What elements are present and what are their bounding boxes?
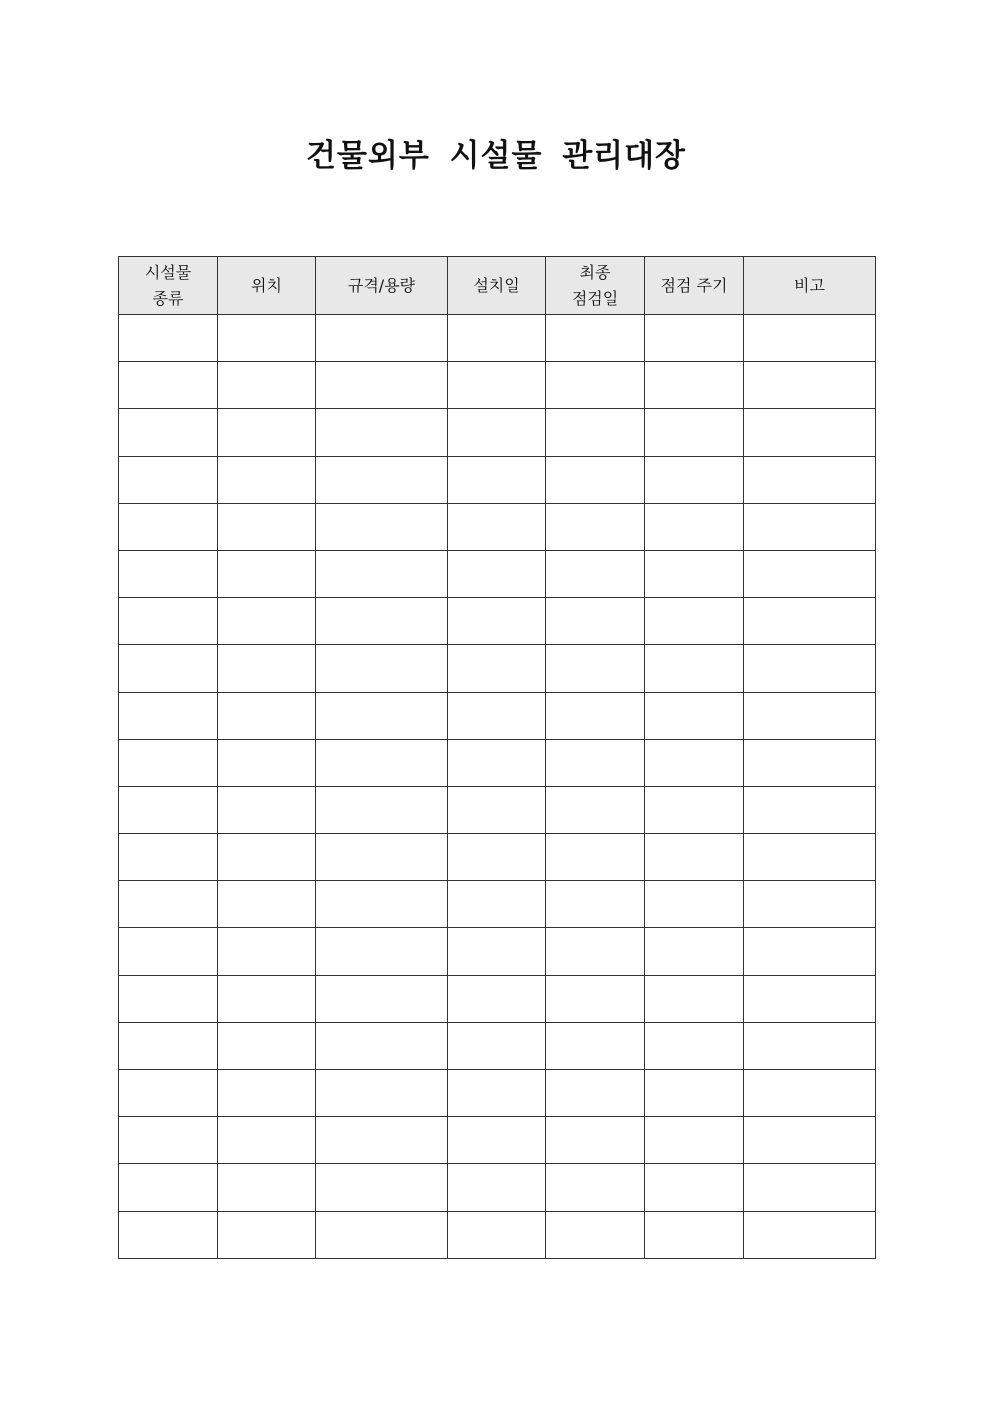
cell-last-inspection-date[interactable] — [546, 692, 645, 739]
cell-location[interactable] — [218, 786, 316, 833]
cell-facility-type[interactable] — [119, 1022, 218, 1069]
cell-location[interactable] — [218, 362, 316, 409]
cell-facility-type[interactable] — [119, 881, 218, 928]
cell-spec-capacity[interactable] — [316, 881, 448, 928]
cell-remarks[interactable] — [744, 550, 876, 597]
cell-facility-type[interactable] — [119, 834, 218, 881]
cell-remarks[interactable] — [744, 362, 876, 409]
cell-inspection-cycle[interactable] — [645, 1022, 744, 1069]
cell-install-date[interactable] — [448, 598, 546, 645]
cell-inspection-cycle[interactable] — [645, 315, 744, 362]
cell-spec-capacity[interactable] — [316, 315, 448, 362]
cell-last-inspection-date[interactable] — [546, 881, 645, 928]
cell-install-date[interactable] — [448, 1164, 546, 1211]
cell-install-date[interactable] — [448, 456, 546, 503]
cell-remarks[interactable] — [744, 739, 876, 786]
cell-location[interactable] — [218, 409, 316, 456]
cell-remarks[interactable] — [744, 975, 876, 1022]
cell-last-inspection-date[interactable] — [546, 362, 645, 409]
table-row — [119, 1022, 876, 1069]
cell-spec-capacity[interactable] — [316, 739, 448, 786]
cell-install-date[interactable] — [448, 692, 546, 739]
table-row — [119, 409, 876, 456]
cell-inspection-cycle[interactable] — [645, 409, 744, 456]
cell-inspection-cycle[interactable] — [645, 550, 744, 597]
cell-remarks[interactable] — [744, 456, 876, 503]
cell-remarks[interactable] — [744, 1211, 876, 1258]
page-title: 건물외부 시설물 관리대장 — [306, 138, 686, 174]
cell-last-inspection-date[interactable] — [546, 598, 645, 645]
cell-location[interactable] — [218, 881, 316, 928]
table-row — [119, 881, 876, 928]
table-row — [119, 975, 876, 1022]
cell-inspection-cycle[interactable] — [645, 503, 744, 550]
cell-location[interactable] — [218, 1070, 316, 1117]
cell-location[interactable] — [218, 1164, 316, 1211]
header-inspection-cycle: 점검 주기 — [645, 257, 744, 315]
cell-facility-type[interactable] — [119, 739, 218, 786]
table-row — [119, 739, 876, 786]
cell-remarks[interactable] — [744, 692, 876, 739]
header-install-date: 설치일 — [448, 257, 546, 315]
cell-location[interactable] — [218, 598, 316, 645]
cell-spec-capacity[interactable] — [316, 834, 448, 881]
table-row — [119, 456, 876, 503]
cell-facility-type[interactable] — [119, 975, 218, 1022]
cell-install-date[interactable] — [448, 1022, 546, 1069]
table-row — [119, 503, 876, 550]
cell-spec-capacity[interactable] — [316, 1164, 448, 1211]
header-facility-type: 시설물 종류 — [119, 257, 218, 315]
cell-remarks[interactable] — [744, 1022, 876, 1069]
header-row — [119, 257, 876, 315]
cell-inspection-cycle[interactable] — [645, 786, 744, 833]
header-remarks: 비고 — [744, 257, 876, 315]
cell-install-date[interactable] — [448, 409, 546, 456]
cell-facility-type[interactable] — [119, 550, 218, 597]
cell-location[interactable] — [218, 645, 316, 692]
cell-last-inspection-date[interactable] — [546, 739, 645, 786]
table-row — [119, 1164, 876, 1211]
cell-last-inspection-date[interactable] — [546, 1022, 645, 1069]
cell-remarks[interactable] — [744, 503, 876, 550]
cell-inspection-cycle[interactable] — [645, 1211, 744, 1258]
cell-remarks[interactable] — [744, 1117, 876, 1164]
header-location: 위치 — [218, 257, 316, 315]
cell-location[interactable] — [218, 1022, 316, 1069]
cell-facility-type[interactable] — [119, 786, 218, 833]
cell-facility-type[interactable] — [119, 362, 218, 409]
cell-last-inspection-date[interactable] — [546, 315, 645, 362]
cell-install-date[interactable] — [448, 739, 546, 786]
table-row — [119, 550, 876, 597]
cell-inspection-cycle[interactable] — [645, 739, 744, 786]
cell-install-date[interactable] — [448, 362, 546, 409]
cell-last-inspection-date[interactable] — [546, 456, 645, 503]
cell-inspection-cycle[interactable] — [645, 928, 744, 975]
cell-inspection-cycle[interactable] — [645, 362, 744, 409]
cell-remarks[interactable] — [744, 786, 876, 833]
cell-remarks[interactable] — [744, 598, 876, 645]
cell-remarks[interactable] — [744, 1164, 876, 1211]
cell-inspection-cycle[interactable] — [645, 975, 744, 1022]
cell-location[interactable] — [218, 692, 316, 739]
table-row — [119, 645, 876, 692]
cell-inspection-cycle[interactable] — [645, 645, 744, 692]
cell-spec-capacity[interactable] — [316, 598, 448, 645]
cell-facility-type[interactable] — [119, 503, 218, 550]
cell-spec-capacity[interactable] — [316, 550, 448, 597]
cell-spec-capacity[interactable] — [316, 692, 448, 739]
cell-facility-type[interactable] — [119, 1070, 218, 1117]
cell-spec-capacity[interactable] — [316, 928, 448, 975]
header-last-inspection-date: 최종 점검일 — [546, 257, 645, 315]
cell-spec-capacity[interactable] — [316, 409, 448, 456]
cell-last-inspection-date[interactable] — [546, 834, 645, 881]
cell-facility-type[interactable] — [119, 409, 218, 456]
cell-last-inspection-date[interactable] — [546, 1211, 645, 1258]
cell-facility-type[interactable] — [119, 928, 218, 975]
table-row — [119, 1211, 876, 1258]
cell-location[interactable] — [218, 550, 316, 597]
cell-spec-capacity[interactable] — [316, 786, 448, 833]
table-row — [119, 834, 876, 881]
cell-last-inspection-date[interactable] — [546, 503, 645, 550]
table-row — [119, 362, 876, 409]
cell-inspection-cycle[interactable] — [645, 1117, 744, 1164]
cell-facility-type[interactable] — [119, 645, 218, 692]
header-spec-capacity: 규격/용량 — [316, 257, 448, 315]
cell-last-inspection-date[interactable] — [546, 1070, 645, 1117]
cell-spec-capacity[interactable] — [316, 1211, 448, 1258]
table-row — [119, 928, 876, 975]
cell-spec-capacity[interactable] — [316, 645, 448, 692]
cell-last-inspection-date[interactable] — [546, 975, 645, 1022]
cell-remarks[interactable] — [744, 1070, 876, 1117]
cell-location[interactable] — [218, 456, 316, 503]
cell-install-date[interactable] — [448, 645, 546, 692]
cell-facility-type[interactable] — [119, 692, 218, 739]
cell-inspection-cycle[interactable] — [645, 598, 744, 645]
cell-last-inspection-date[interactable] — [546, 550, 645, 597]
cell-last-inspection-date[interactable] — [546, 645, 645, 692]
cell-install-date[interactable] — [448, 1070, 546, 1117]
cell-location[interactable] — [218, 503, 316, 550]
cell-install-date[interactable] — [448, 1117, 546, 1164]
table-row — [119, 315, 876, 362]
cell-last-inspection-date[interactable] — [546, 928, 645, 975]
cell-facility-type[interactable] — [119, 1211, 218, 1258]
table-row — [119, 1117, 876, 1164]
cell-location[interactable] — [218, 975, 316, 1022]
cell-install-date[interactable] — [448, 503, 546, 550]
cell-facility-type[interactable] — [119, 456, 218, 503]
cell-install-date[interactable] — [448, 1211, 546, 1258]
facility-register-table — [118, 256, 876, 1259]
cell-remarks[interactable] — [744, 315, 876, 362]
cell-location[interactable] — [218, 315, 316, 362]
cell-location[interactable] — [218, 739, 316, 786]
cell-location[interactable] — [218, 1211, 316, 1258]
cell-facility-type[interactable] — [119, 315, 218, 362]
table-row — [119, 1070, 876, 1117]
cell-install-date[interactable] — [448, 550, 546, 597]
cell-spec-capacity[interactable] — [316, 503, 448, 550]
cell-inspection-cycle[interactable] — [645, 1164, 744, 1211]
table-row — [119, 786, 876, 833]
cell-spec-capacity[interactable] — [316, 1070, 448, 1117]
cell-install-date[interactable] — [448, 834, 546, 881]
cell-remarks[interactable] — [744, 834, 876, 881]
cell-inspection-cycle[interactable] — [645, 1070, 744, 1117]
cell-remarks[interactable] — [744, 928, 876, 975]
cell-inspection-cycle[interactable] — [645, 692, 744, 739]
cell-spec-capacity[interactable] — [316, 456, 448, 503]
cell-remarks[interactable] — [744, 645, 876, 692]
cell-facility-type[interactable] — [119, 1164, 218, 1211]
cell-install-date[interactable] — [448, 315, 546, 362]
cell-last-inspection-date[interactable] — [546, 786, 645, 833]
cell-install-date[interactable] — [448, 881, 546, 928]
cell-remarks[interactable] — [744, 409, 876, 456]
cell-location[interactable] — [218, 1117, 316, 1164]
table-row — [119, 692, 876, 739]
cell-install-date[interactable] — [448, 928, 546, 975]
register-body — [119, 315, 876, 1259]
cell-spec-capacity[interactable] — [316, 975, 448, 1022]
cell-facility-type[interactable] — [119, 598, 218, 645]
cell-last-inspection-date[interactable] — [546, 409, 645, 456]
table-row — [119, 598, 876, 645]
cell-install-date[interactable] — [448, 786, 546, 833]
cell-inspection-cycle[interactable] — [645, 456, 744, 503]
cell-install-date[interactable] — [448, 975, 546, 1022]
cell-location[interactable] — [218, 834, 316, 881]
cell-inspection-cycle[interactable] — [645, 834, 744, 881]
cell-last-inspection-date[interactable] — [546, 1164, 645, 1211]
cell-facility-type[interactable] — [119, 1117, 218, 1164]
cell-spec-capacity[interactable] — [316, 1022, 448, 1069]
cell-location[interactable] — [218, 928, 316, 975]
cell-remarks[interactable] — [744, 881, 876, 928]
cell-spec-capacity[interactable] — [316, 1117, 448, 1164]
cell-inspection-cycle[interactable] — [645, 881, 744, 928]
cell-last-inspection-date[interactable] — [546, 1117, 645, 1164]
cell-spec-capacity[interactable] — [316, 362, 448, 409]
